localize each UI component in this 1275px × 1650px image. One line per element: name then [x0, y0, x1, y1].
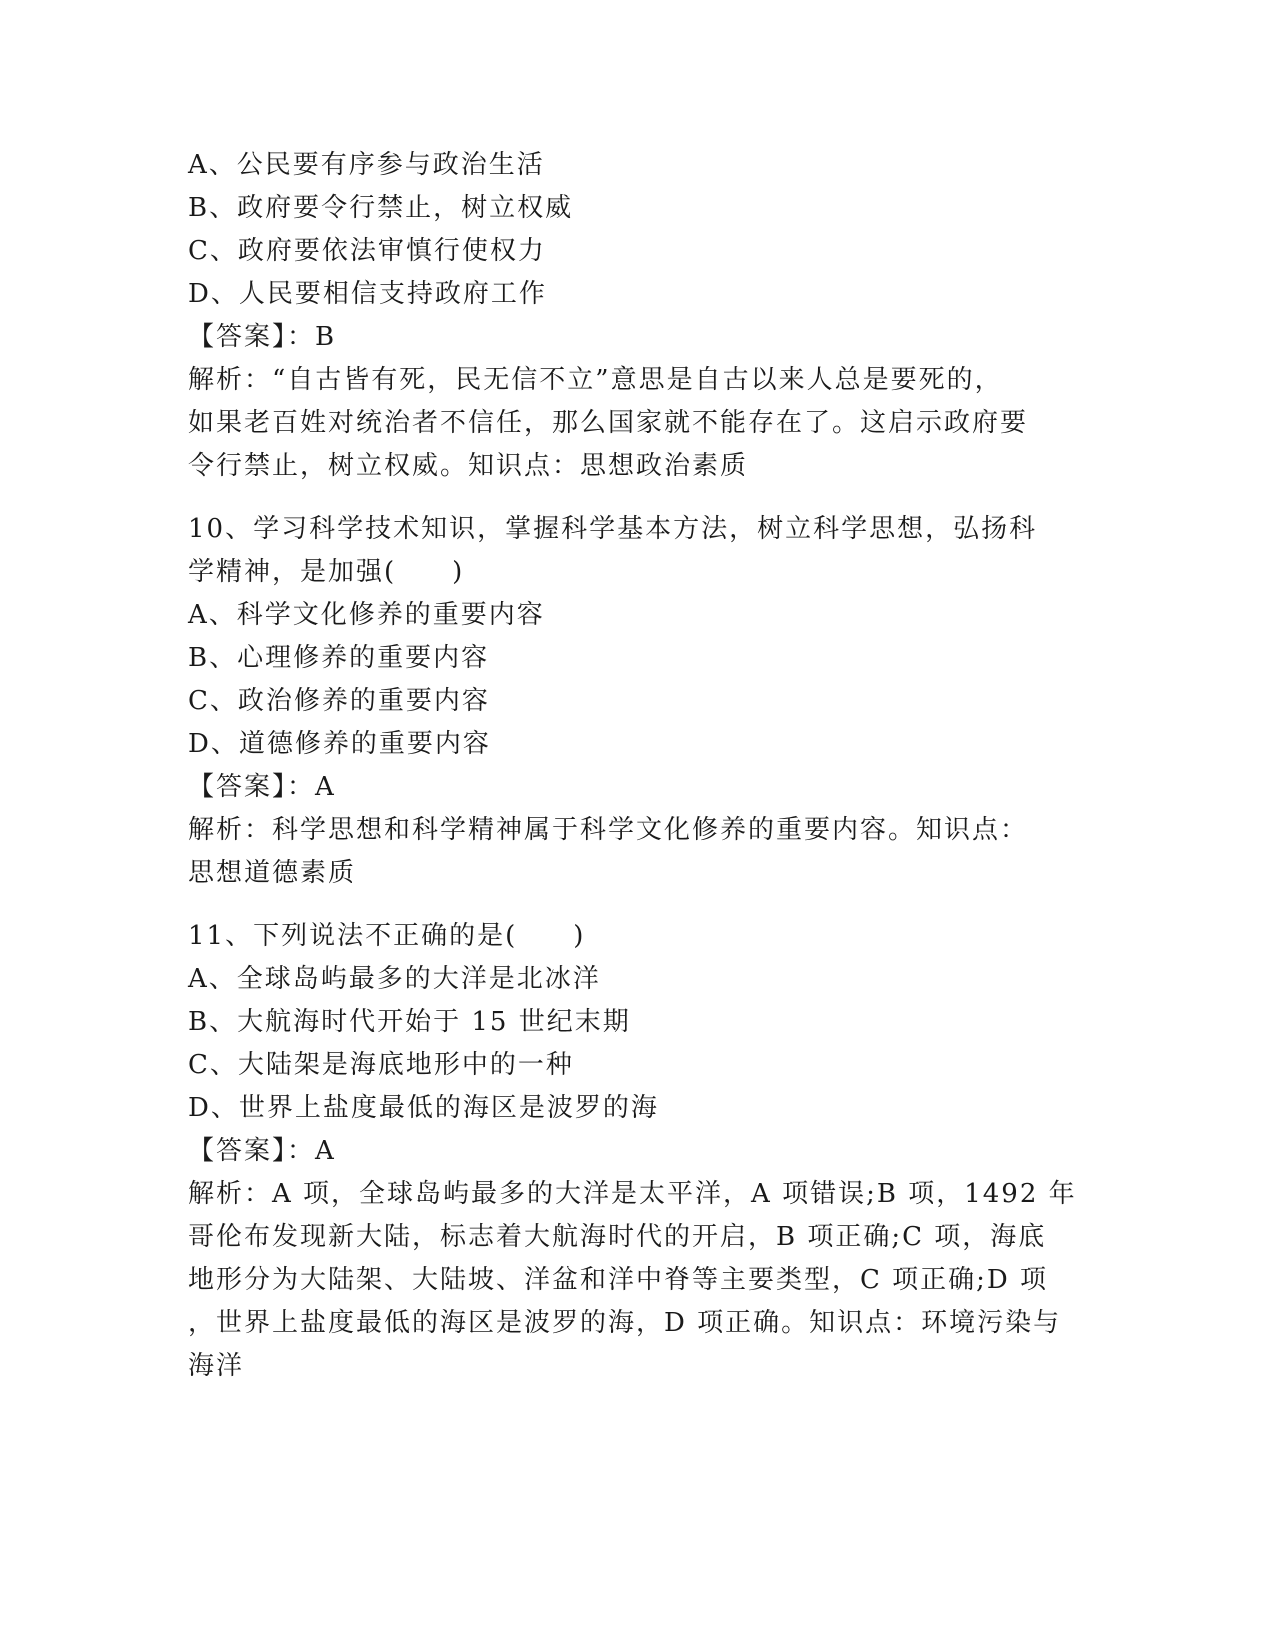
option-c: C、大陆架是海底地形中的一种	[188, 1050, 574, 1080]
question-spacer	[188, 895, 1088, 915]
document-page	[188, 144, 1088, 1388]
option-c: C、政治修养的重要内容	[188, 686, 490, 716]
option-c: C、政府要依法审慎行使权力	[188, 236, 546, 266]
question-stem: 10、学习科学技术知识，掌握科学基本方法，树立科学思想，弘扬科	[188, 514, 1038, 544]
analysis-line: 解析：A 项，全球岛屿最多的大洋是太平洋，A 项错误;B 项，1492 年	[188, 1179, 1077, 1209]
option-d: D、世界上盐度最低的海区是波罗的海	[188, 1093, 659, 1123]
analysis-line: 海洋	[188, 1351, 245, 1381]
question-spacer	[188, 488, 1088, 508]
question-9-block	[188, 144, 1088, 488]
option-a: A、公民要有序参与政治生活	[188, 150, 545, 180]
analysis-line: 地形分为大陆架、大陆坡、洋盆和洋中脊等主要类型，C 项正确;D 项	[188, 1265, 1049, 1295]
option-a: A、全球岛屿最多的大洋是北冰洋	[188, 964, 601, 994]
question-stem: 学精神，是加强( )	[188, 557, 465, 587]
answer-line: 【答案】：A	[188, 772, 336, 802]
question-11-block	[188, 915, 1088, 1388]
answer-line: 【答案】：B	[188, 322, 337, 352]
analysis-line: 哥伦布发现新大陆，标志着大航海时代的开启，B 项正确;C 项，海底	[188, 1222, 1047, 1252]
question-stem: 11、下列说法不正确的是( )	[188, 921, 586, 951]
option-d: D、人民要相信支持政府工作	[188, 279, 547, 309]
answer-line: 【答案】：A	[188, 1136, 336, 1166]
option-b: B、心理修养的重要内容	[188, 643, 490, 673]
option-b: B、政府要令行禁止，树立权威	[188, 193, 574, 223]
option-a: A、科学文化修养的重要内容	[188, 600, 545, 630]
option-b: B、大航海时代开始于 15 世纪末期	[188, 1007, 631, 1037]
analysis-line: ，世界上盐度最低的海区是波罗的海，D 项正确。知识点：环境污染与	[188, 1308, 1062, 1338]
option-d: D、道德修养的重要内容	[188, 729, 491, 759]
analysis-line: 解析：科学思想和科学精神属于科学文化修养的重要内容。知识点：	[188, 815, 1029, 845]
analysis-line: 解析：“自古皆有死，民无信不立”意思是自古以来人总是要死的，	[188, 365, 1003, 395]
question-10-block	[188, 508, 1088, 895]
analysis-line: 思想道德素质	[188, 858, 357, 888]
analysis-line: 令行禁止，树立权威。知识点：思想政治素质	[188, 451, 749, 481]
analysis-line: 如果老百姓对统治者不信任，那么国家就不能存在了。这启示政府要	[188, 408, 1029, 438]
